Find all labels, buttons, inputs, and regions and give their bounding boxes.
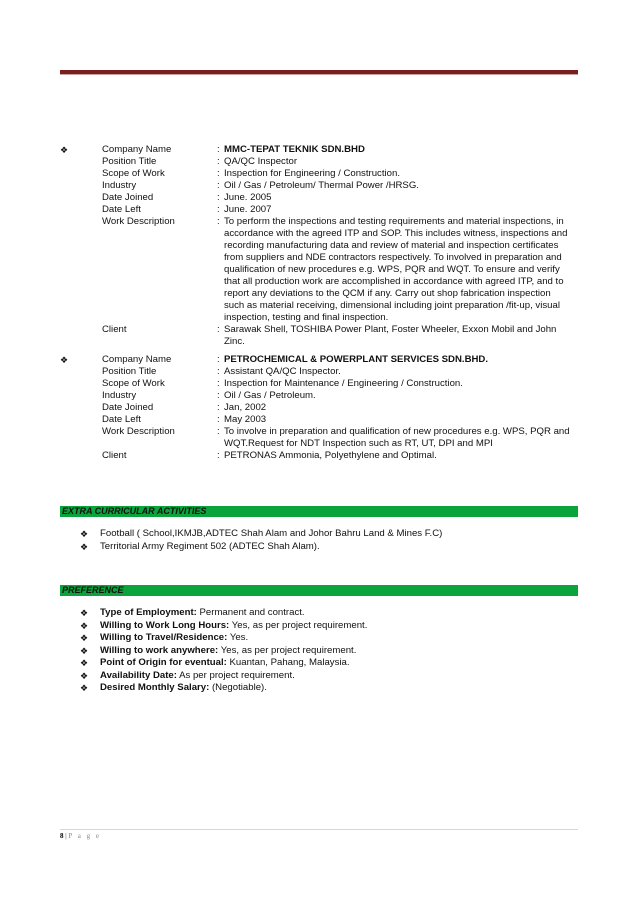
industry-label: Industry bbox=[102, 180, 137, 191]
desc-label: Work Description bbox=[102, 426, 175, 437]
diamond-bullet-icon: ❖ bbox=[80, 645, 89, 656]
top-rule-shadow bbox=[60, 74, 578, 75]
industry-value: Oil / Gas / Petroleum. bbox=[224, 390, 316, 401]
diamond-bullet-icon: ❖ bbox=[80, 658, 89, 668]
diamond-bullet-icon: ❖ bbox=[80, 529, 89, 539]
client-value: PETRONAS Ammonia, Polyethylene and Optimal. bbox=[224, 450, 437, 461]
diamond-bullet-icon: ❖ bbox=[80, 683, 89, 693]
extra-curricular-heading: EXTRA CURRICULAR ACTIVITIES bbox=[60, 506, 578, 517]
scope-label: Scope of Work bbox=[102, 168, 165, 179]
diamond-bullet-icon: ❖ bbox=[60, 145, 69, 155]
scope-label: Scope of Work bbox=[102, 378, 165, 389]
company-name: PETROCHEMICAL & POWERPLANT SERVICES SDN.BHD. bbox=[224, 354, 489, 365]
position-label: Position Title bbox=[102, 366, 157, 377]
left-label: Date Left bbox=[102, 204, 141, 215]
desc-value: To involve in preparation and qualification of new procedures e.g. WPS, PQR and WQT.Request for NDT Inspection such as RT, UT, DPI and MPI bbox=[224, 426, 570, 449]
company-label: Company Name bbox=[102, 354, 172, 365]
scope-value: Inspection for Maintenance / Engineering / Construction. bbox=[224, 378, 463, 389]
industry-label: Industry bbox=[102, 390, 137, 401]
page-number: 8 bbox=[60, 832, 64, 840]
joined-label: Date Joined bbox=[102, 402, 154, 413]
job-entry-2: ❖ Company Name : PETROCHEMICAL & POWERPLANT SERVICES SDN.BHD. Position Title : Assistant QA/QC Inspector. Scope of Work : Inspection for Maintenance / Engineering / Construction. Industry : Oil / Gas / Petroleum. Date Joined : Jan, 2002 Date Left : May 2003 Work Description : To involve in preparation and qualification of new procedures e.g. WPS, PQR and WQT.Request for NDT Inspection such as RT, UT, DPI and MPI Client : PETRONAS Ammonia, Polyethylene and Optimal. bbox=[60, 354, 570, 461]
job-entry-1: ❖ Company Name : MMC-TEPAT TEKNIK SDN.BHD Position Title : QA/QC Inspector Scope of Work : Inspection for Engineering / Construction. Industry : Oil / Gas / Petroleum/ Thermal Power /HRSG. Date Joined : June. 2005 Date Left : June. 2007 Work Description : To perform the inspections and testing requirements and material inspections, in accordance with the agreed ITP and SOP. This includes witness, inspections and recording manufacturing data and review of material and inspection certificates from suppliers and NDE contractors respectively. To involved in preparation and qualification of new procedures e.g. WPS, PQR and WQT. To ensure and verify that all production work are accomplished in accordance with agreed ITP, and to report any deviations to the QCM if any. Carry out shop fabrication inspection such as material receiving, dimensional including joint preparation /fit-up, visual inspection, testing and final inspection. Client : Sarawak Shell, TOSHIBA Power Plant, Foster Wheeler, Exxon Mobil and John Zinc. bbox=[60, 144, 578, 348]
joined-value: Jan, 2002 bbox=[224, 402, 267, 413]
client-label: Client bbox=[102, 324, 127, 335]
left-value: May 2003 bbox=[224, 414, 267, 425]
preference-heading: PREFERENCE bbox=[60, 585, 578, 596]
left-value: June. 2007 bbox=[224, 204, 272, 215]
joined-value: June. 2005 bbox=[224, 192, 272, 203]
diamond-bullet-icon: ❖ bbox=[80, 608, 89, 618]
diamond-bullet-icon: ❖ bbox=[80, 670, 89, 681]
page-footer bbox=[60, 832, 101, 840]
diamond-bullet-icon: ❖ bbox=[80, 620, 89, 631]
client-value: Sarawak Shell, TOSHIBA Power Plant, Foster Wheeler, Exxon Mobil and John Zinc. bbox=[224, 324, 557, 347]
scope-value: Inspection for Engineering / Construction. bbox=[224, 168, 400, 179]
industry-value: Oil / Gas / Petroleum/ Thermal Power /HRSG. bbox=[224, 180, 419, 191]
footer-rule bbox=[60, 829, 578, 830]
diamond-bullet-icon: ❖ bbox=[60, 355, 69, 365]
company-label: Company Name bbox=[102, 144, 172, 155]
desc-value: To perform the inspections and testing requirements and material inspections, in accordance with the agreed ITP and SOP. This includes witness, inspections and recording manufacturing data and review of material and inspection certificates from suppliers and NDE contractors respectively. To involved in preparation and qualification of new procedures e.g. WPS, PQR and WQT. To ensure and verify that all production work are accomplished in accordance with agreed ITP, and to report any deviations to the QCM if any. Carry out shop fabrication inspection such as material receiving, dimensional including joint preparation /fit-up, visual inspection, testing and final inspection. bbox=[224, 216, 568, 323]
left-label: Date Left bbox=[102, 414, 141, 425]
diamond-bullet-icon: ❖ bbox=[80, 633, 89, 643]
position-value: Assistant QA/QC Inspector. bbox=[224, 366, 341, 377]
company-name: MMC-TEPAT TEKNIK SDN.BHD bbox=[224, 144, 365, 155]
page-word: P a g e bbox=[68, 832, 102, 840]
diamond-bullet-icon: ❖ bbox=[80, 541, 89, 552]
position-value: QA/QC Inspector bbox=[224, 156, 298, 167]
client-label: Client bbox=[102, 450, 127, 461]
joined-label: Date Joined bbox=[102, 192, 154, 203]
desc-label: Work Description bbox=[102, 216, 175, 227]
footer-separator: | bbox=[65, 832, 67, 840]
position-label: Position Title bbox=[102, 156, 157, 167]
